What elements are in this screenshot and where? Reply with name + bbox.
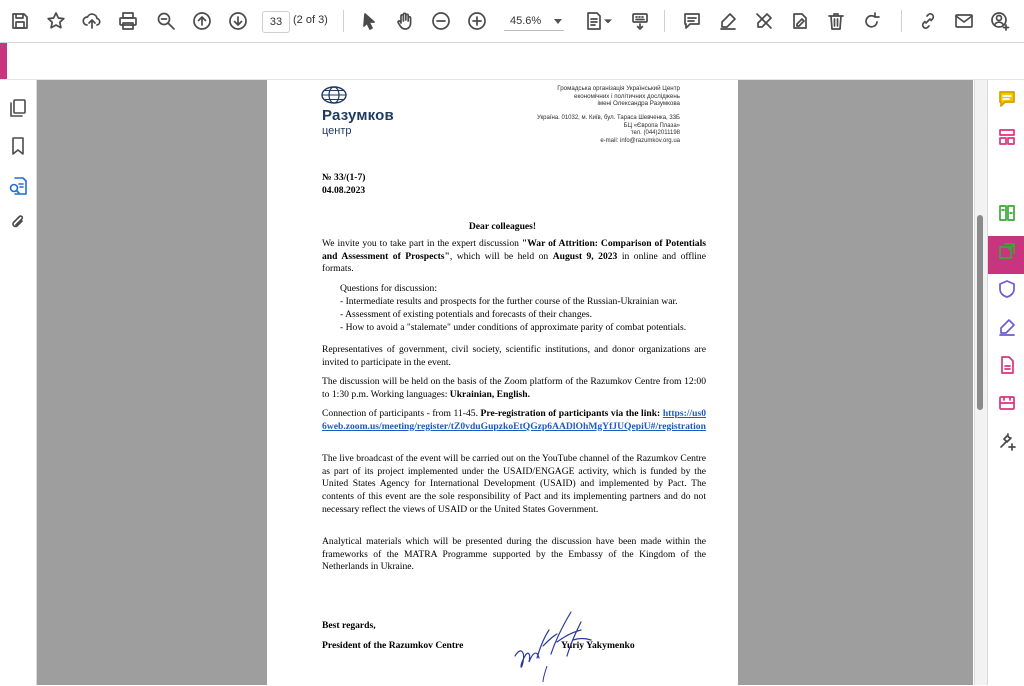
question-item: - How to avoid a "stalemate" under conditions of approximate parity of combat potentials. <box>340 322 687 333</box>
hand-icon[interactable] <box>391 7 419 35</box>
registration-link[interactable]: https://us06web.zoom.us/meeting/register/tZ0vduGupzkoEtQGzp6AADlOhMgYfJUQepiU#/registration <box>322 408 706 432</box>
toolbar-divider <box>343 10 344 32</box>
secondary-toolbar <box>0 43 1024 80</box>
protect-icon[interactable] <box>994 276 1020 302</box>
chevron-down-icon[interactable] <box>600 7 616 35</box>
question-item: - Intermediate results and prospects for the further course of the Russian-Ukrainian war. <box>340 296 678 307</box>
comment-icon[interactable] <box>678 7 706 35</box>
text-span: in online and offline formats. <box>322 250 706 275</box>
scrollbar-thumb[interactable] <box>977 215 983 410</box>
text-span: Connection of participants - from 11-45. <box>322 408 481 419</box>
email-icon[interactable] <box>950 7 978 35</box>
event-date: August 9, 2023 <box>552 250 618 262</box>
closing-phrase: Best regards, <box>322 620 376 631</box>
scroll-mode-icon[interactable] <box>626 7 654 35</box>
org-line: імені Олександра Разумкова <box>597 100 680 108</box>
comment-tool-icon[interactable] <box>994 86 1020 112</box>
connection-paragraph <box>322 408 706 433</box>
representatives-paragraph: Representatives of government, civil society, scientific institutions, and donor organizations are invited to participate in the event. <box>322 344 706 368</box>
razumkov-logo-icon <box>321 86 347 104</box>
page-count-label: (2 of 3) <box>293 14 328 26</box>
edit-text-icon[interactable] <box>786 7 814 35</box>
zoom-level-select[interactable] <box>504 11 564 31</box>
chevron-down-icon <box>554 19 562 24</box>
fill-sign-icon[interactable] <box>994 162 1020 188</box>
organization-address <box>480 115 680 145</box>
star-icon[interactable] <box>42 7 70 35</box>
organization-name <box>480 85 680 108</box>
reference-number: № 33/(1-7) <box>322 172 366 183</box>
toolbar-divider <box>901 10 902 32</box>
scan-icon[interactable] <box>994 390 1020 416</box>
document-page <box>267 80 738 685</box>
upload-icon[interactable] <box>78 7 106 35</box>
org-line: економічних і політичних досліджень <box>574 92 680 100</box>
address-line: тел. (044)2011198 <box>630 130 680 137</box>
highlight-icon[interactable] <box>714 7 742 35</box>
select-cursor-icon[interactable] <box>355 7 383 35</box>
questions-heading: Questions for discussion: <box>340 283 438 294</box>
question-item: - Assessment of existing potentials and forecasts of their changes. <box>340 309 593 320</box>
delete-icon[interactable] <box>822 7 850 35</box>
sign-icon[interactable] <box>750 7 778 35</box>
page-number-input[interactable]: 33 <box>262 11 290 33</box>
bookmark-icon[interactable] <box>6 134 30 158</box>
zoom-in-icon[interactable] <box>463 7 491 35</box>
reference-date: 04.08.2023 <box>322 185 366 196</box>
left-navigation-pane <box>0 80 37 685</box>
logo-wordmark: Разумков <box>322 107 394 124</box>
toolbar-divider <box>664 10 665 32</box>
zoom-paragraph <box>322 376 706 401</box>
account-icon[interactable] <box>986 7 1014 35</box>
organize-icon[interactable] <box>994 124 1020 150</box>
pages-icon[interactable] <box>6 96 30 120</box>
create-pdf-icon[interactable] <box>994 352 1020 378</box>
text-span: , which will be held on <box>449 250 553 262</box>
right-tools-pane <box>987 80 1024 685</box>
materials-paragraph: Analytical materials which will be presented during the discussion have been made within the frameworks of the MATRA Programme supported by the Embassy of the Kingdom of the Netherlands in Ukraine. <box>322 536 706 573</box>
main-toolbar <box>0 0 1024 43</box>
page-down-icon[interactable] <box>224 7 252 35</box>
address-line: e-mail: info@razumkov.org.ua <box>600 137 680 144</box>
search-doc-icon[interactable] <box>6 174 30 198</box>
edit-pdf-icon[interactable] <box>994 314 1020 340</box>
handwritten-signature <box>507 596 607 686</box>
address-line: БЦ «Європа Плаза» <box>623 122 680 129</box>
attachment-icon[interactable] <box>6 210 30 234</box>
share-link-icon[interactable] <box>914 7 942 35</box>
event-title: "War of Attrition: Comparison of Potentials and Assessment of Prospects" <box>322 238 706 262</box>
broadcast-paragraph: The live broadcast of the event will be carried out on the YouTube channel of the Razumkov Centre as part of its project implemented under the USAID/ENGAGE activity, which is funded by the United States Agency for International Development (USAID) and implemented by Pact. The contents of this event are the sole responsibility of Pact and its implementing partners and do not necessary reflect the views of USAID or the United States Government. <box>322 453 706 515</box>
signatory-name: Yuriy Yakymenko <box>561 640 635 651</box>
zoom-level-value: 45.6% <box>510 15 542 27</box>
zoom-out-icon[interactable] <box>427 7 455 35</box>
greeting: Dear colleagues! <box>468 221 537 232</box>
signatory-title: President of the Razumkov Centre <box>322 640 464 651</box>
working-languages: Ukrainian, English. <box>449 388 531 400</box>
text-span: We invite you to take part in the expert discussion <box>322 238 522 249</box>
export-icon[interactable] <box>994 238 1020 264</box>
compare-icon[interactable] <box>994 200 1020 226</box>
logo-subtitle: центр <box>322 125 352 137</box>
org-line: Громадська організація Український Центр <box>557 85 680 92</box>
more-tools-icon[interactable] <box>994 428 1020 454</box>
text-span: The discussion will be held on the basis of the Zoom platform of the Razumkov Centre from 12:00 to 1:30 p.m. Working languages: <box>322 376 706 400</box>
tool-accent-marker <box>0 43 7 79</box>
zoom-search-icon[interactable] <box>152 7 180 35</box>
invitation-paragraph <box>322 238 706 276</box>
save-icon[interactable] <box>6 7 34 35</box>
page-up-icon[interactable] <box>188 7 216 35</box>
rotate-icon[interactable] <box>858 7 886 35</box>
address-line: Україна. 01032, м. Київ, бул. Тараса Шевченка, 33Б <box>537 115 680 121</box>
preregistration-label: Pre-registration of participants via the link: <box>480 408 661 419</box>
print-icon[interactable] <box>114 7 142 35</box>
